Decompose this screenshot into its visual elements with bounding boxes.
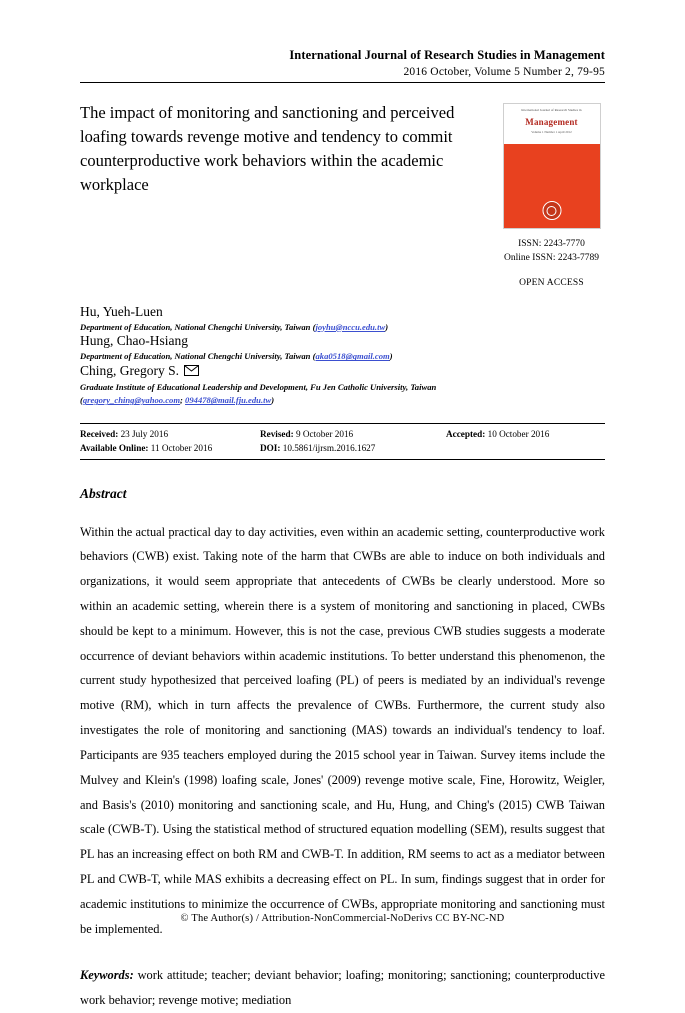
doi-label: DOI: — [260, 443, 281, 454]
journal-header — [80, 48, 605, 78]
available-value: 11 October 2016 — [150, 443, 213, 454]
author-affiliation — [80, 350, 605, 363]
abstract-text: Within the actual practical day to day activities, even within an academic setting, counterproductive work behaviors (CWB) exist. Taking note of the harm that CWBs are able to induce on both individuals and organizations, it would seem appropriate that antecedents of CWBs be clearly understood. More so within an academic setting, wherein there is a system of monitoring and sanctioning in placed, CWBs should be kept to a minimum. However, this is not the case, previous CWB studies suggests a moderate occurrence of deviant behaviors within academic institutions. To better understand this phenomenon, the current study hypothesized that perceived loafing (PL) of peers is mediated by an individual's revenge motive (RM), which in turn affects the prevalence of CWBs. Furthermore, the current study also investigates the role of monitoring and sanctioning (MAS) towards an individual's tendency to loaf. Participants are 935 teachers employed during the 2015 school year in Taiwan. Survey items include the Mulvey and Klein's (1998) loafing scale, Jones' (2009) revenge motive scale, Fine, Horowitz, Weigler, and Basis's (2010) monitoring and sanctioning scale, and Hu, Hung, and Ching's (2015) CWB Taiwan scale (CWB-T). Using the statistical method of structured equation modelling (SEM), results suggest that PL has an increasing effect on both RM and CWB-T. In addition, RM seems to act as a mediator between PL and CWB-T, while MAS exhibits a decreasing effect on PL. In sum, findings suggest that in order for academic institutions to minimize the occurrence of CWBs, appropriate monitoring and sanctioning must be implemented. — [80, 524, 605, 936]
affiliation-close: ) — [271, 395, 275, 406]
doi-line — [260, 441, 446, 455]
author-email-link[interactable]: joyhu@nccu.edu.tw — [315, 321, 386, 332]
doi-value: 10.5861/ijrsm.2016.1627 — [282, 443, 376, 454]
issn-print: ISSN: 2243-7770 — [518, 239, 585, 249]
keywords-text: work attitude; teacher; deviant behavior; loafing; monitoring; sanctioning; counterproductive work behavior; revenge motive; mediation — [80, 968, 605, 1008]
dates-row — [80, 424, 605, 459]
author-list — [80, 304, 605, 408]
affiliation-text: Department of Education, National Chengchi University, Taiwan ( — [80, 321, 316, 332]
abstract-heading: Abstract — [80, 485, 127, 501]
accepted-line — [446, 427, 605, 441]
author-name: Hung, Chao-Hsiang — [80, 333, 188, 349]
author-entry-3 — [80, 363, 605, 407]
dates-section — [80, 423, 605, 460]
available-label: Available Online: — [80, 443, 149, 454]
keywords-label: Keywords: — [80, 968, 134, 983]
dates-bottom-divider — [80, 459, 605, 460]
author-email-link-alt[interactable]: 094478@mail.fju.edu.tw — [185, 395, 272, 406]
journal-title: International Journal of Research Studies in Management — [289, 48, 605, 62]
cover-red-panel — [504, 144, 600, 228]
affiliation-close: ) — [389, 351, 393, 362]
received-value: 23 July 2016 — [120, 429, 169, 440]
issn-online: Online ISSN: 2243-7789 — [504, 252, 599, 263]
author-affiliation: Graduate Institute of Educational Leadership and Development, Fu Jen Catholic University, Taiwan (gregory_ching@yahoo.com; 094478@mail.fju.edu.tw) — [80, 382, 437, 406]
cover-column — [480, 101, 605, 288]
page-title: The impact of monitoring and sanctioning and perceived loafing towards revenge motive and tendency to commit counterproductive work behaviors within the academic workplace — [80, 103, 455, 194]
accepted-label: Accepted: — [446, 429, 486, 440]
journal-cover-image — [503, 103, 601, 229]
author-name-text: Ching, Gregory S. — [80, 363, 179, 379]
accepted-value: 10 October 2016 — [487, 429, 550, 440]
title-column — [80, 101, 480, 197]
envelope-icon — [184, 364, 199, 380]
revised-value: 9 October 2016 — [295, 429, 354, 440]
header-divider — [80, 82, 605, 83]
affiliation-text: Department of Education, National Chengchi University, Taiwan ( — [80, 351, 316, 362]
available-line — [80, 441, 260, 455]
title-row — [80, 101, 605, 288]
issn-block — [498, 238, 605, 266]
author-entry-2 — [80, 333, 605, 363]
cover-issue-line: Volume 1 Number 1 April 2012 — [531, 129, 572, 134]
author-name — [80, 363, 605, 380]
keywords-section — [80, 963, 605, 1013]
author-email-link[interactable]: aka0518@gmail.com — [315, 351, 390, 362]
received-line — [80, 427, 260, 441]
publisher-logo-icon — [542, 201, 561, 220]
cover-journal-line: International Journal of Research Studies in — [521, 108, 582, 112]
affiliation-text: Graduate Institute of Educational Leadership and Development, Fu Jen Catholic University, Taiwan — [80, 382, 437, 393]
author-affiliation — [80, 321, 605, 334]
affiliation-close: ) — [385, 321, 389, 332]
dates-col-accepted — [446, 427, 605, 456]
open-access-badge: OPEN ACCESS — [519, 277, 584, 288]
revised-label: Revised: — [260, 429, 294, 440]
received-label: Received: — [80, 429, 119, 440]
author-name: Hu, Yueh-Luen — [80, 303, 163, 319]
author-email-link[interactable]: gregory_ching@yahoo.com — [82, 395, 181, 406]
cover-journal-name: Management — [525, 116, 578, 127]
license-footer: © The Author(s) / Attribution-NonCommercial-NoDerivs CC BY-NC-ND — [180, 913, 505, 924]
revised-line — [260, 427, 446, 441]
dates-col-received — [80, 427, 260, 456]
author-entry-1 — [80, 304, 605, 334]
cover-top — [504, 104, 600, 144]
journal-issue-line: 2016 October, Volume 5 Number 2, 79-95 — [403, 66, 605, 78]
dates-col-revised — [260, 427, 446, 456]
